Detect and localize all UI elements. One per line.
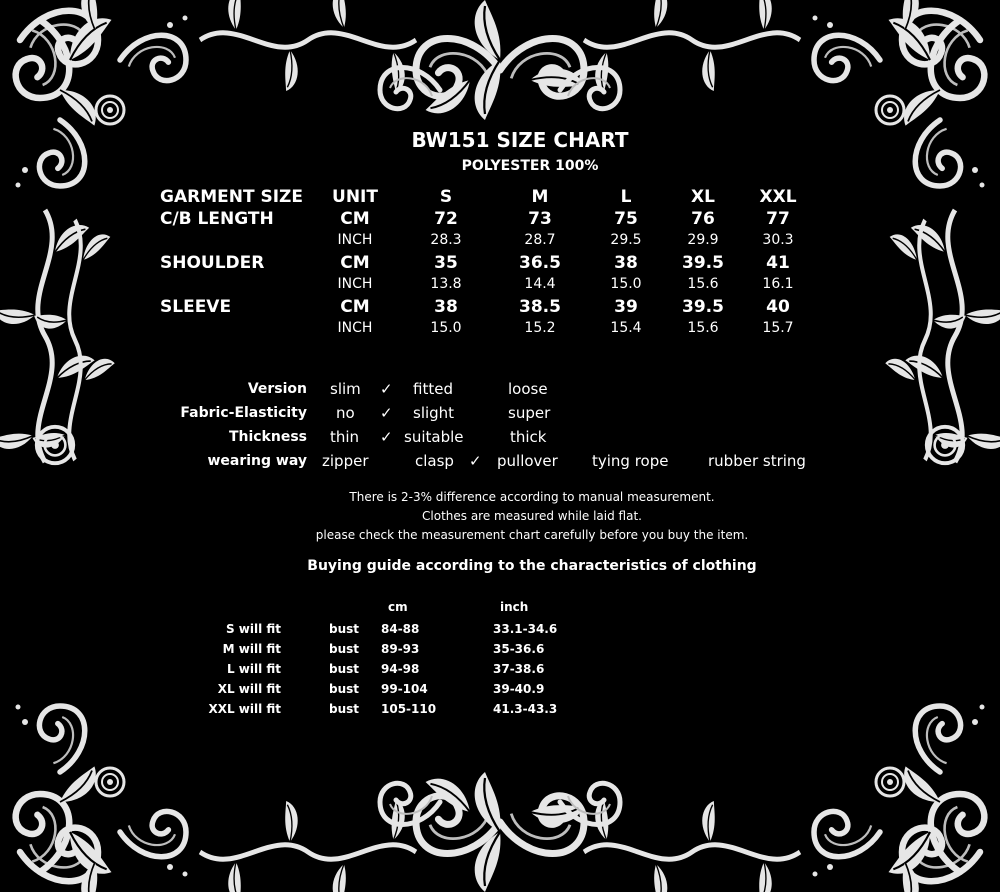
- attr-label-version: Version: [247, 381, 307, 397]
- guide-col-cm: cm: [388, 600, 408, 614]
- header-size-l: L: [620, 187, 632, 207]
- cell-value: 29.9: [687, 232, 719, 248]
- guide-part: bust: [329, 702, 360, 716]
- option-slim: slim: [330, 380, 361, 398]
- cell-value: 15.7: [762, 320, 794, 336]
- cell-value: 38: [614, 253, 638, 273]
- attr-label-wearing-way: wearing way: [207, 453, 307, 469]
- guide-cm: 89-93: [381, 642, 420, 656]
- guide-fit-label: S will fit: [225, 622, 281, 636]
- cell-value: 39.5: [682, 297, 724, 317]
- option-pullover: pullover: [497, 452, 558, 470]
- note-line: Clothes are measured while laid flat.: [422, 509, 642, 523]
- guide-inch: 33.1-34.6: [493, 622, 558, 636]
- cell-value: 77: [766, 209, 790, 229]
- option-thin: thin: [330, 428, 360, 446]
- option-no: no: [336, 404, 355, 422]
- attr-label-fabric-elasticity: Fabric-Elasticity: [180, 405, 307, 421]
- unit-cm: CM: [340, 253, 370, 273]
- guide-inch: 37-38.6: [493, 662, 545, 676]
- header-unit: UNIT: [332, 187, 378, 207]
- buying-guide-title: Buying guide according to the characteristics of clothing: [307, 558, 757, 574]
- guide-part: bust: [329, 682, 360, 696]
- option-loose: loose: [508, 380, 548, 398]
- guide-inch: 35-36.6: [493, 642, 545, 656]
- cell-value: 14.4: [524, 276, 556, 292]
- option-slight: slight: [413, 404, 455, 422]
- cell-value: 15.4: [610, 320, 642, 336]
- cell-value: 15.6: [687, 276, 719, 292]
- row-label-sleeve: SLEEVE: [160, 297, 232, 317]
- cell-value: 35: [434, 253, 458, 273]
- option-thick: thick: [510, 428, 547, 446]
- cell-value: 29.5: [610, 232, 642, 248]
- guide-inch: 41.3-43.3: [493, 702, 558, 716]
- note-line: please check the measurement chart carefully before you buy the item.: [315, 528, 749, 542]
- unit-cm: CM: [340, 297, 370, 317]
- cell-value: 13.8: [430, 276, 462, 292]
- check-icon: ✓: [380, 380, 393, 398]
- option-rubber-string: rubber string: [708, 452, 806, 470]
- header-size-s: S: [439, 187, 453, 207]
- cell-value: 16.1: [762, 276, 794, 292]
- check-icon: ✓: [380, 428, 393, 446]
- cell-value: 41: [766, 253, 790, 273]
- cell-value: 15.0: [430, 320, 462, 336]
- unit-inch: INCH: [337, 320, 373, 336]
- corner-ornament-tl: [16, 0, 188, 187]
- guide-cm: 94-98: [381, 662, 420, 676]
- unit-cm: CM: [340, 209, 370, 229]
- cell-value: 38: [434, 297, 458, 317]
- cell-value: 28.3: [430, 232, 462, 248]
- row-label-cb-length: C/B LENGTH: [160, 209, 274, 229]
- corner-ornament-tr: [813, 0, 985, 187]
- guide-inch: 39-40.9: [493, 682, 545, 696]
- cell-value: 38.5: [519, 297, 561, 317]
- cell-value: 75: [614, 209, 638, 229]
- guide-fit-label: XXL will fit: [208, 702, 281, 716]
- option-tying-rope: tying rope: [592, 452, 669, 470]
- material-label: POLYESTER 100%: [461, 158, 599, 174]
- check-icon: ✓: [469, 452, 482, 470]
- attr-label-thickness: Thickness: [228, 429, 307, 445]
- guide-part: bust: [329, 622, 360, 636]
- guide-fit-label: XL will fit: [217, 682, 281, 696]
- option-zipper: zipper: [322, 452, 369, 470]
- cell-value: 15.0: [610, 276, 642, 292]
- guide-part: bust: [329, 642, 360, 656]
- guide-cm: 99-104: [381, 682, 428, 696]
- option-fitted: fitted: [413, 380, 453, 398]
- corner-ornament-br: [813, 705, 985, 892]
- cell-value: 76: [691, 209, 715, 229]
- option-clasp: clasp: [415, 452, 454, 470]
- guide-part: bust: [329, 662, 360, 676]
- header-size-xxl: XXL: [759, 187, 797, 207]
- cell-value: 28.7: [524, 232, 556, 248]
- guide-cm: 84-88: [381, 622, 420, 636]
- guide-cm: 105-110: [381, 702, 437, 716]
- guide-fit-label: L will fit: [226, 662, 281, 676]
- chart-title: BW151 SIZE CHART: [411, 128, 629, 152]
- header-garment-size: GARMENT SIZE: [160, 187, 303, 207]
- cell-value: 36.5: [519, 253, 561, 273]
- cell-value: 73: [528, 209, 552, 229]
- guide-fit-label: M will fit: [222, 642, 281, 656]
- note-line: There is 2-3% difference according to manual measurement.: [349, 490, 715, 504]
- header-size-m: M: [531, 187, 549, 207]
- cell-value: 30.3: [762, 232, 794, 248]
- unit-inch: INCH: [337, 276, 373, 292]
- guide-col-inch: inch: [500, 600, 529, 614]
- cell-value: 39: [614, 297, 638, 317]
- option-super: super: [508, 404, 551, 422]
- check-icon: ✓: [380, 404, 393, 422]
- cell-value: 39.5: [682, 253, 724, 273]
- cell-value: 15.2: [524, 320, 556, 336]
- unit-inch: INCH: [337, 232, 373, 248]
- cell-value: 72: [434, 209, 458, 229]
- row-label-shoulder: SHOULDER: [160, 253, 265, 273]
- header-size-xl: XL: [691, 187, 715, 207]
- corner-ornament-bl: [16, 705, 188, 892]
- cell-value: 40: [766, 297, 790, 317]
- option-suitable: suitable: [404, 428, 464, 446]
- cell-value: 15.6: [687, 320, 719, 336]
